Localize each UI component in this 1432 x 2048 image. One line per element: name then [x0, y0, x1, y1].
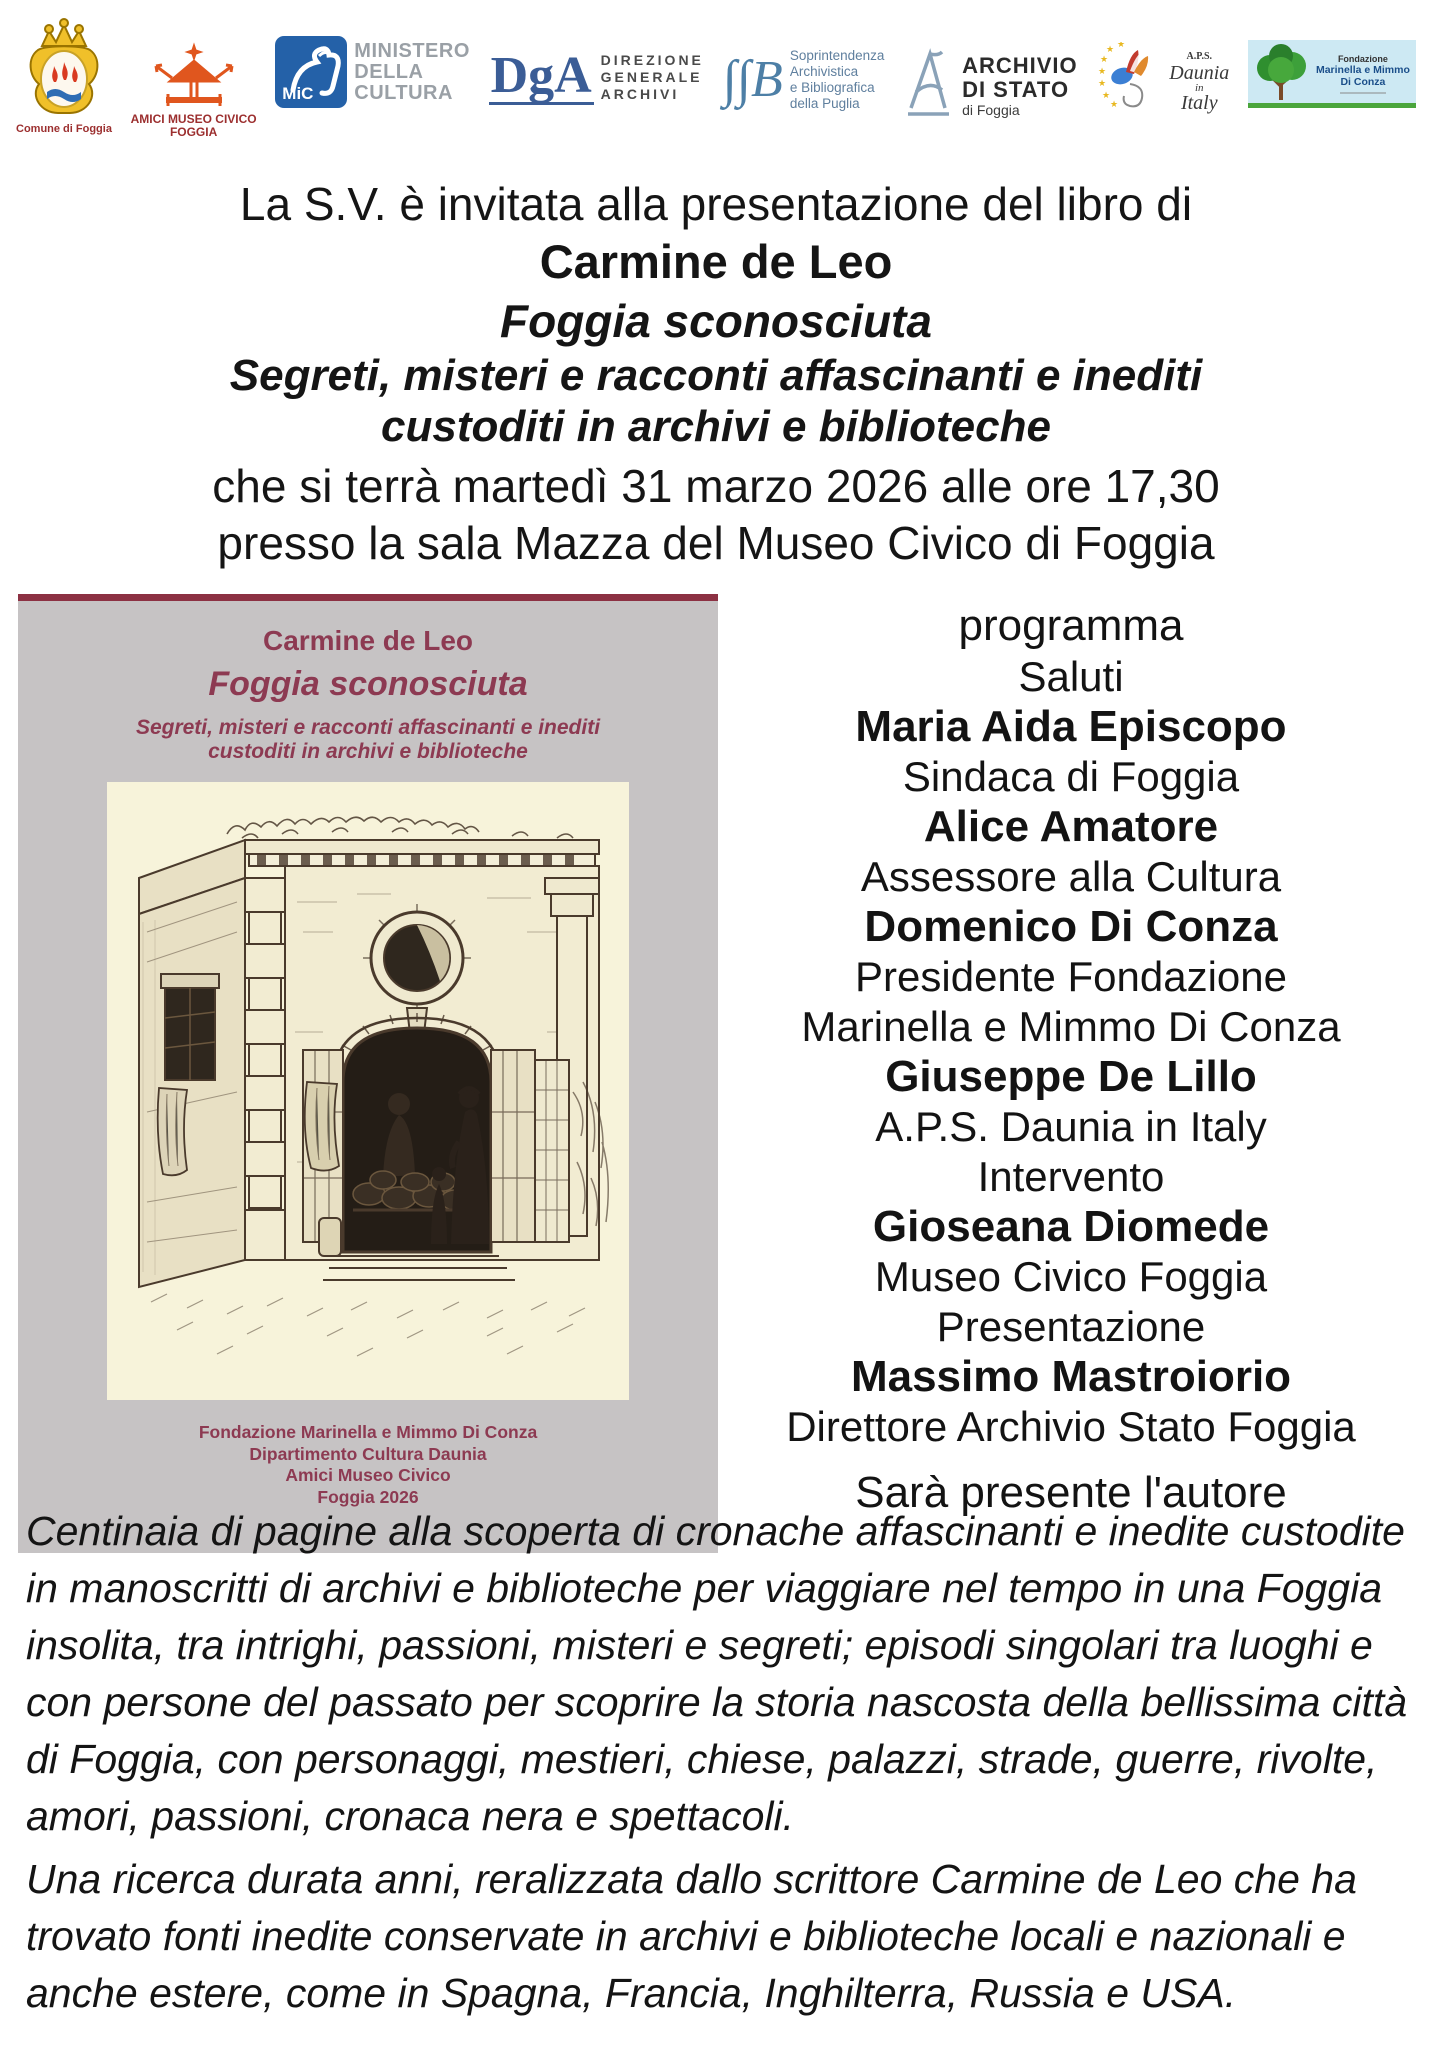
- svg-text:★: ★: [1106, 45, 1115, 55]
- cover-author: Carmine de Leo: [262, 625, 474, 656]
- invitation-venue: presso la sala Mazza del Museo Civico di Foggia: [217, 517, 1215, 569]
- logo-strip: [16, 16, 1416, 151]
- cover-building-etching: [107, 782, 629, 1400]
- program-speaker: Giuseppe De Lillo: [885, 1052, 1257, 1101]
- logo-fondazione-di-conza: [1248, 40, 1416, 108]
- cover-title: Foggia sconosciuta: [208, 665, 528, 703]
- dga-abbr: DgA: [490, 47, 592, 104]
- ssb-line3: e Bibliografica: [789, 80, 875, 95]
- dga-line1: DIREZIONE: [600, 52, 704, 68]
- mic-logo-icon: [275, 36, 347, 108]
- program-speaker: Gioseana Diomede: [872, 1202, 1270, 1251]
- svg-text:★: ★: [1102, 91, 1111, 101]
- fondazione-tree-icon: [1252, 42, 1312, 109]
- ssb-line4: della Puglia: [789, 96, 860, 111]
- ssb-abbr: ∫∫B: [722, 51, 783, 108]
- fondazione-grass: [1248, 103, 1416, 108]
- program-role: Marinella e Mimmo Di Conza: [801, 1003, 1341, 1050]
- logo-comune-di-foggia: [16, 16, 112, 136]
- description-paragraph-1: Centinaia di pagine alla scoperta di cronache affascinanti e inedite custodite in manoscritti di archivi e biblioteche per viaggiare nel tempo in una Foggia insolita, tra intrighi, passioni, misteri e segreti; episodi singolari tra luoghi e con persone del passato per scoprire la storia nascosta della bellissima città di Foggia, con personaggi, mestieri, chiese, palazzi, strade, guerre, rivolte, amori, passioni, cronaca nera e spettacoli.: [26, 1508, 1408, 1839]
- svg-text:★: ★: [1117, 42, 1126, 50]
- invitation-date-time: che si terrà martedì 31 marzo 2026 alle ore 17,30: [212, 460, 1220, 512]
- book-description: [26, 1503, 1412, 2028]
- program-role: Direttore Archivio Stato Foggia: [786, 1403, 1356, 1450]
- archivio-line2: DI STATO: [962, 76, 1070, 102]
- mic-line1: MINISTERO: [354, 39, 470, 62]
- logo-soprintendenza: [723, 48, 885, 112]
- fondazione-line2: Marinella e Mimmo Di Conza: [1315, 64, 1410, 88]
- dga-line3: ARCHIVI: [600, 86, 680, 102]
- comune-di-foggia-caption: Comune di Foggia: [16, 123, 112, 135]
- program-role: Sindaca di Foggia: [902, 753, 1240, 800]
- cover-subtitle-line2: custoditi in archivi e biblioteche: [208, 740, 528, 763]
- fondazione-rule: [1340, 92, 1386, 94]
- amici-museo-civico-icon: [146, 42, 242, 113]
- archivio-line3: di Foggia: [962, 101, 1020, 118]
- mic-abbr: MiC: [282, 84, 314, 103]
- program-section-label: Presentazione: [936, 1303, 1206, 1350]
- description-paragraph-2: Una ricerca durata anni, reralizzata dallo scrittore Carmine de Leo che ha trovato fonti inedite conservate in archivi e biblioteche locali e nazionali e anche estere, come in Spagna, Francia, Inghilterra, Russia e USA.: [26, 1856, 1357, 2016]
- logo-direzione-generale-archivi: [489, 47, 704, 105]
- program-heading: programma: [958, 601, 1184, 650]
- cover-footer-line3: Amici Museo Civico: [285, 1465, 451, 1485]
- program-speaker: Maria Aida Episcopo: [855, 702, 1287, 751]
- invitation-subtitle-line1: Segreti, misteri e racconti affascinanti e inediti: [229, 351, 1203, 400]
- archivio-line1: ARCHIVIO: [962, 52, 1078, 78]
- aps-daunia-swirl-icon: [1096, 42, 1162, 119]
- invitation-author: Carmine de Leo: [539, 235, 893, 288]
- book-cover: [18, 594, 718, 1553]
- invitation-book-title: Foggia sconosciuta: [500, 295, 932, 347]
- aps-line4: Italy: [1180, 91, 1218, 114]
- program-speaker: Domenico Di Conza: [864, 902, 1278, 951]
- cover-footer-line1: Fondazione Marinella e Mimmo Di Conza: [198, 1422, 538, 1442]
- program-role: Museo Civico Foggia: [874, 1253, 1268, 1300]
- logo-ministero-cultura: [275, 36, 470, 108]
- aps-line1: A.P.S.: [1186, 50, 1213, 62]
- program-closing: Sarà presente l'autore: [855, 1468, 1287, 1517]
- invitation-subtitle-line2: custoditi in archivi e biblioteche: [381, 402, 1051, 451]
- program-role: Presidente Fondazione: [855, 953, 1287, 1000]
- program-role: A.P.S. Daunia in Italy: [875, 1103, 1267, 1150]
- dga-line2: GENERALE: [600, 69, 703, 85]
- program-section: [718, 600, 1424, 1518]
- svg-text:★: ★: [1098, 67, 1107, 77]
- ssb-line1: Soprintendenza: [789, 48, 885, 63]
- fondazione-line1: Fondazione: [1337, 54, 1388, 64]
- cover-footer-line2: Dipartimento Cultura Daunia: [249, 1443, 487, 1464]
- logo-aps-daunia: [1096, 42, 1229, 119]
- program-role: Assessore alla Cultura: [860, 853, 1282, 900]
- invitation-heading: [0, 176, 1432, 571]
- program-section-label: Intervento: [977, 1153, 1165, 1200]
- svg-text:★: ★: [1098, 79, 1107, 89]
- ssb-line2: Archivistica: [789, 64, 859, 79]
- amici-caption-line1: AMICI MUSEO CIVICO: [130, 112, 257, 126]
- mic-line3: CULTURA: [354, 81, 453, 104]
- program-line: Saluti: [1018, 653, 1124, 700]
- cover-footer-line4: Foggia 2026: [317, 1486, 419, 1507]
- cover-subtitle-line1: Segreti, misteri e racconti affascinanti e inediti: [135, 716, 601, 739]
- svg-text:★: ★: [1110, 100, 1119, 110]
- program-speaker: Alice Amatore: [923, 802, 1219, 851]
- comune-di-foggia-coat-of-arms-icon: [18, 16, 110, 123]
- invitation-line: La S.V. è invitata alla presentazione del libro di: [239, 178, 1193, 230]
- amici-caption-line2: FOGGIA: [169, 125, 218, 139]
- aps-line3: in: [1195, 81, 1204, 94]
- program-speaker: Massimo Mastroiorio: [850, 1352, 1292, 1401]
- logo-amici-museo-civico: [131, 42, 257, 139]
- svg-text:★: ★: [1100, 55, 1109, 65]
- aps-line2: Daunia: [1169, 61, 1230, 84]
- mic-line2: DELLA: [354, 60, 424, 83]
- logo-archivio-di-stato: [903, 46, 1078, 125]
- archivio-di-stato-monogram-icon: [903, 46, 955, 125]
